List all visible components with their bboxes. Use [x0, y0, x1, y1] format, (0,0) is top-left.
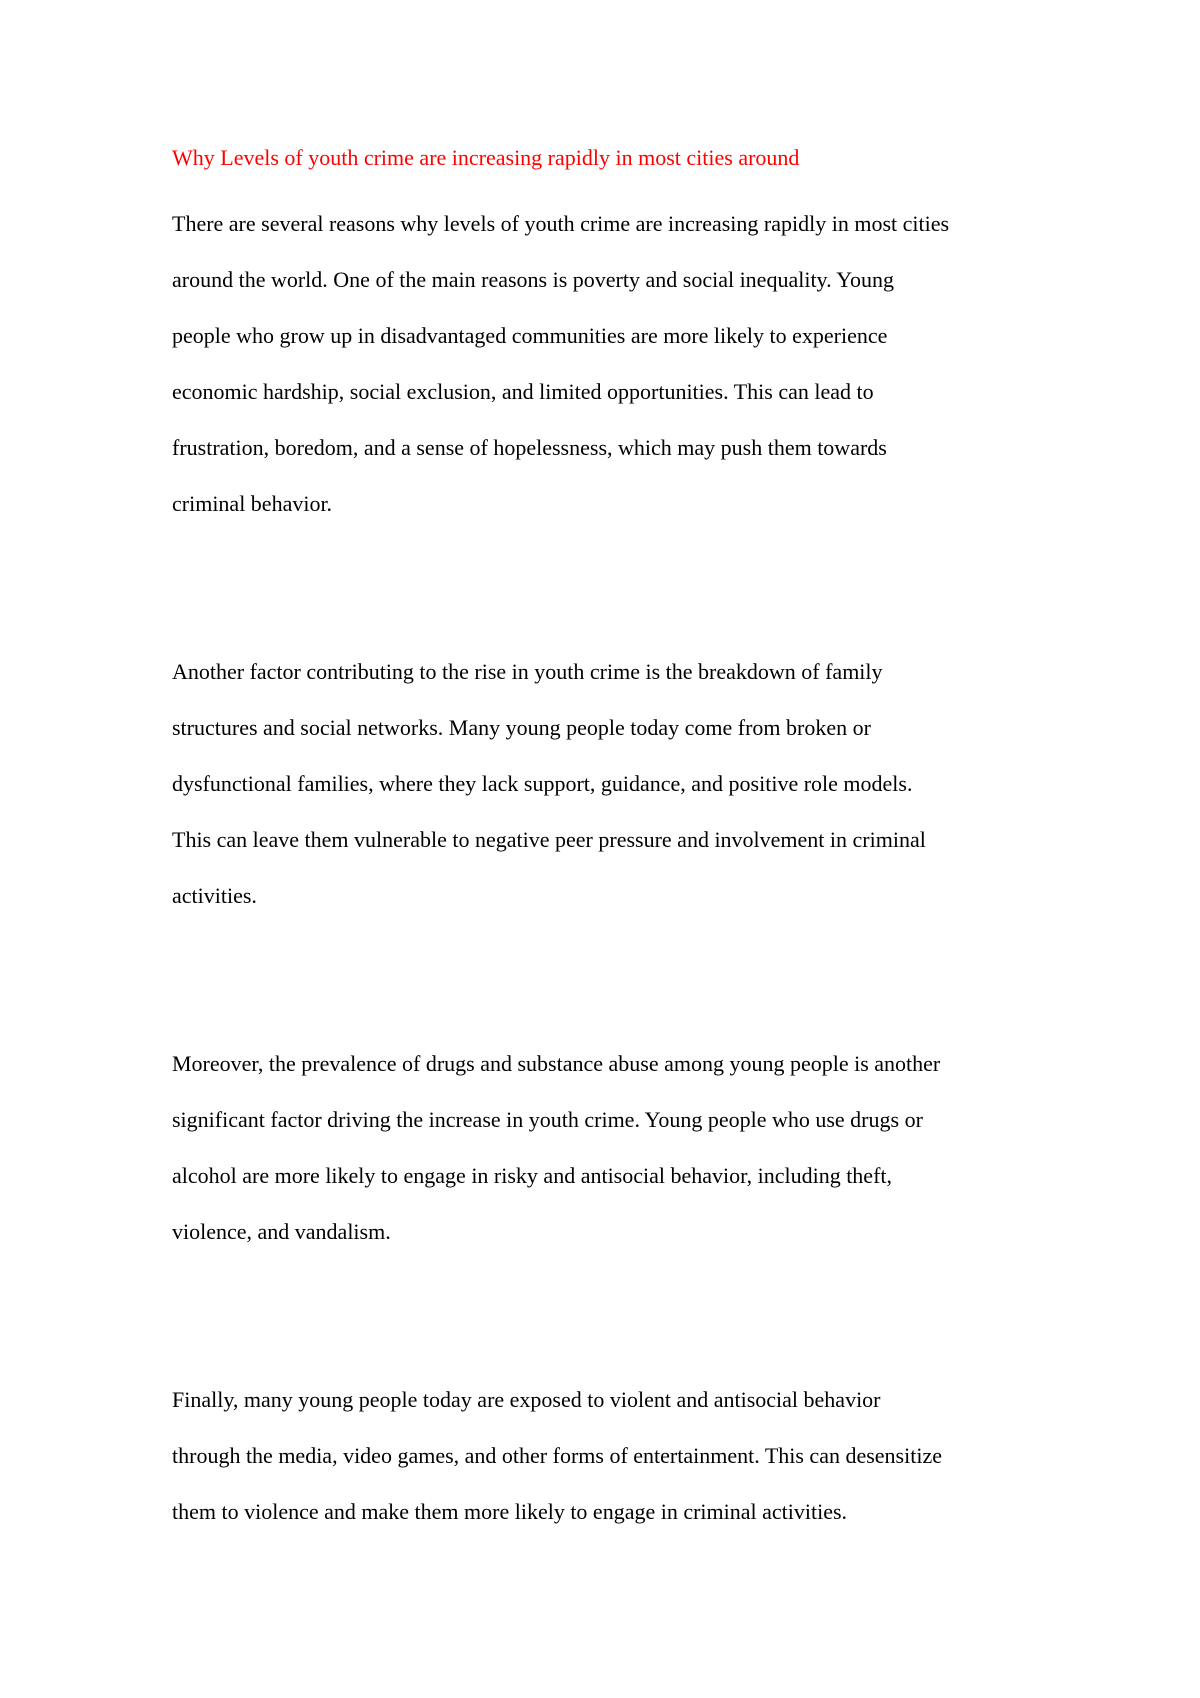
paragraph-line: around the world. One of the main reasons is poverty and social inequality. Young	[172, 267, 894, 292]
paragraph-line: them to violence and make them more likely to engage in criminal activities.	[172, 1499, 848, 1524]
paragraph-line: activities.	[172, 883, 257, 908]
paragraph-line: people who grow up in disadvantaged communities are more likely to experience	[172, 323, 888, 348]
paragraph-line: economic hardship, social exclusion, and limited opportunities. This can lead to	[172, 379, 874, 404]
paragraph-line: dysfunctional families, where they lack support, guidance, and positive role models.	[172, 771, 913, 796]
paragraph-line: This can leave them vulnerable to negative peer pressure and involvement in criminal	[172, 827, 926, 852]
paragraph-line: alcohol are more likely to engage in risky and antisocial behavior, including theft,	[172, 1163, 893, 1188]
paragraph-spacer	[172, 924, 1072, 1036]
paragraph-line: through the media, video games, and other forms of entertainment. This can desensitize	[172, 1443, 942, 1468]
paragraph-line: Finally, many young people today are exposed to violent and antisocial behavior	[172, 1387, 881, 1412]
paragraph-line: Moreover, the prevalence of drugs and substance abuse among young people is another	[172, 1051, 941, 1076]
paragraph-spacer	[172, 532, 1072, 644]
paragraph-line: violence, and vandalism.	[172, 1219, 391, 1244]
paragraph-3	[172, 1036, 1072, 1260]
document-title: Why Levels of youth crime are increasing rapidly in most cities around	[172, 145, 800, 170]
paragraph-1	[172, 196, 1072, 532]
paragraph-4	[172, 1372, 1072, 1540]
paragraph-line: frustration, boredom, and a sense of hopelessness, which may push them towards	[172, 435, 887, 460]
paragraph-line: significant factor driving the increase in youth crime. Young people who use drugs or	[172, 1107, 923, 1132]
paragraph-line: criminal behavior.	[172, 491, 333, 516]
paragraph-line: Another factor contributing to the rise in youth crime is the breakdown of family	[172, 659, 883, 684]
paragraph-line: There are several reasons why levels of youth crime are increasing rapidly in most cities	[172, 211, 950, 236]
document-page	[172, 140, 1072, 1540]
paragraph-line: structures and social networks. Many young people today come from broken or	[172, 715, 871, 740]
paragraph-spacer	[172, 1260, 1072, 1372]
paragraph-2	[172, 644, 1072, 924]
